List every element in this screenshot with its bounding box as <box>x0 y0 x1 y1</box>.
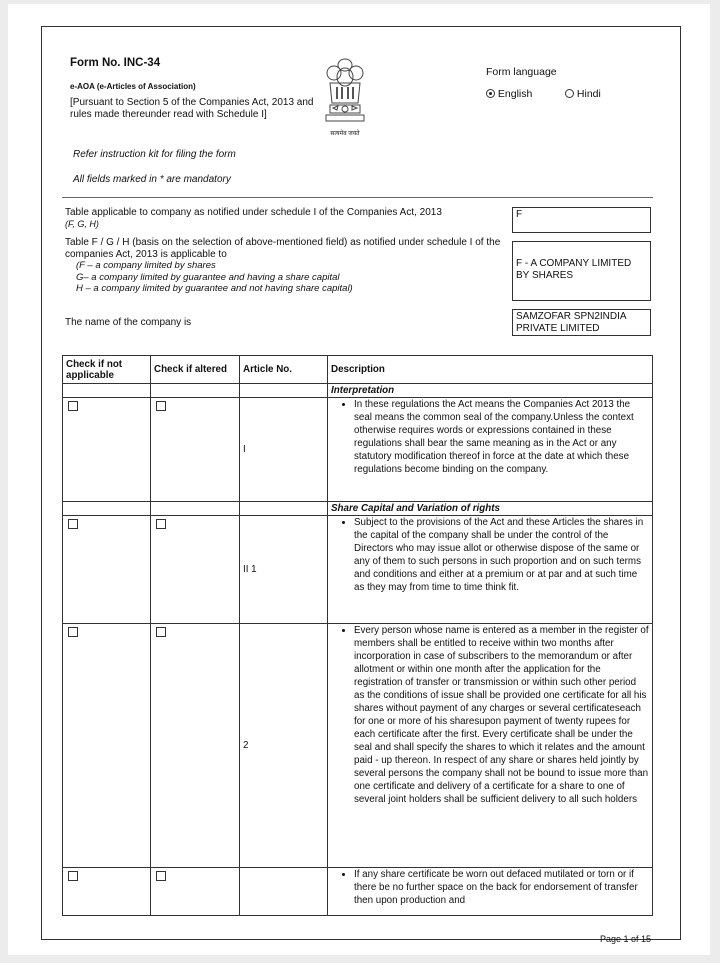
schedule-question-options: (F, G, H) <box>65 218 99 229</box>
table-question <box>65 237 505 295</box>
article-no <box>240 868 328 916</box>
section-row <box>63 384 653 398</box>
altered-checkbox[interactable] <box>156 401 166 411</box>
article-no: II 1 <box>240 516 328 624</box>
header-altered: Check if altered <box>151 356 240 384</box>
schedule-question <box>65 207 505 230</box>
altered-checkbox[interactable] <box>156 519 166 529</box>
national-emblem-icon <box>320 53 370 137</box>
section-title: Interpretation <box>328 384 653 398</box>
table-question-text: Table F / G / H (basis on the selection of above-mentioned field) as notified under schedule I of the companies Act, 2013 is applicable to <box>65 237 501 260</box>
article-no: I <box>240 398 328 502</box>
radio-selected-icon[interactable] <box>486 89 495 98</box>
not-applicable-checkbox[interactable] <box>68 871 78 881</box>
table-option-g: G– a company limited by guarantee and having a share capital <box>76 271 340 283</box>
header-article-no: Article No. <box>240 356 328 384</box>
language-option-label: Hindi <box>576 88 601 100</box>
header-not-applicable: Check if not applicable <box>63 356 151 384</box>
mandatory-note: All fields marked in * are mandatory <box>73 174 231 185</box>
header-description: Description <box>328 356 653 384</box>
table-row <box>63 868 653 916</box>
article-description: • Every person whose name is entered as a member in the register of members shall be entitled to receive within two months after incorporation in case of subscribers to the memorandum or after allotment or within one month after the application for the registration of transfer or transmission or within such other period as the conditions of issue shall be provided one certificate for all his shares without payment of any charges or several certificateseach for one or more of his sharesupon payment of twenty rupees for each certificate after the first. Every certificate shall be under the seal and shall specify the shares to which it relates and the amount paid - up thereon. In respect of any share or shares held jointly by several persons the company shall not be bound to issue more than one certificate and delivery of a certificate for a share to one of several joint holders shall be sufficient delivery to all such holders <box>354 624 649 806</box>
table-row <box>63 516 653 624</box>
article-description: • In these regulations the Act means the Companies Act 2013 the seal means the common seal of the company.Unless the context otherwise requires words or expressions contained in these regulations shall bear the same meaning as in the Act or any statutory modification thereof in force at the date at which these regulations become binding on the company. <box>354 398 649 476</box>
not-applicable-checkbox[interactable] <box>68 627 78 637</box>
altered-checkbox[interactable] <box>156 627 166 637</box>
table-option-h: H – a company limited by guarantee and not having share capital) <box>76 283 353 294</box>
altered-checkbox[interactable] <box>156 871 166 881</box>
schedule-field[interactable]: F <box>512 207 651 233</box>
header-divider <box>62 197 653 198</box>
table-row <box>63 624 653 868</box>
articles-table <box>62 355 653 916</box>
company-name-field[interactable]: SAMZOFAR SPN2INDIA PRIVATE LIMITED <box>512 309 651 336</box>
language-option-hindi[interactable] <box>565 88 601 100</box>
pursuant-note: [Pursuant to Section 5 of the Companies Act, 2013 and rules made thereunder read with Schedule I] <box>70 97 314 120</box>
article-description: • If any share certificate be worn out defaced mutilated or torn or if there be no further space on the back for endorsement of transfer then upon production and <box>354 868 649 907</box>
form-language-label: Form language <box>486 66 557 78</box>
not-applicable-checkbox[interactable] <box>68 401 78 411</box>
emblem-caption: सत्यमेव जयते <box>330 131 360 137</box>
page-number: Page 1 of 15 <box>600 934 652 944</box>
section-row <box>63 502 653 516</box>
article-description: • Subject to the provisions of the Act and these Articles the shares in the capital of the company shall be under the control of the Directors who may issue allot or otherwise dispose of the same or any of them to such persons in such proportion and on such terms and conditions and either at a premium or at par and at such time as they may from time to time think fit. <box>354 516 649 594</box>
table-applicable-field[interactable]: F - A COMPANY LIMITED BY SHARES <box>512 241 651 301</box>
section-title: Share Capital and Variation of rights <box>328 502 653 516</box>
company-name-question: The name of the company is <box>65 317 192 328</box>
table-option-f: (F – a company limited by shares <box>76 260 216 271</box>
language-option-label: English <box>497 88 533 100</box>
article-no: 2 <box>240 624 328 868</box>
form-number: Form No. INC-34 <box>70 57 161 69</box>
radio-unselected-icon[interactable] <box>565 89 574 98</box>
schedule-question-text: Table applicable to company as notified under schedule I of the Companies Act, 2013 <box>65 207 442 218</box>
not-applicable-checkbox[interactable] <box>68 519 78 529</box>
form-subtitle: e-AOA (e-Articles of Association) <box>70 82 196 91</box>
table-row <box>63 398 653 502</box>
instruction-kit-note: Refer instruction kit for filing the form <box>73 149 236 160</box>
table-header-row <box>63 356 653 384</box>
language-option-english[interactable] <box>486 88 532 100</box>
